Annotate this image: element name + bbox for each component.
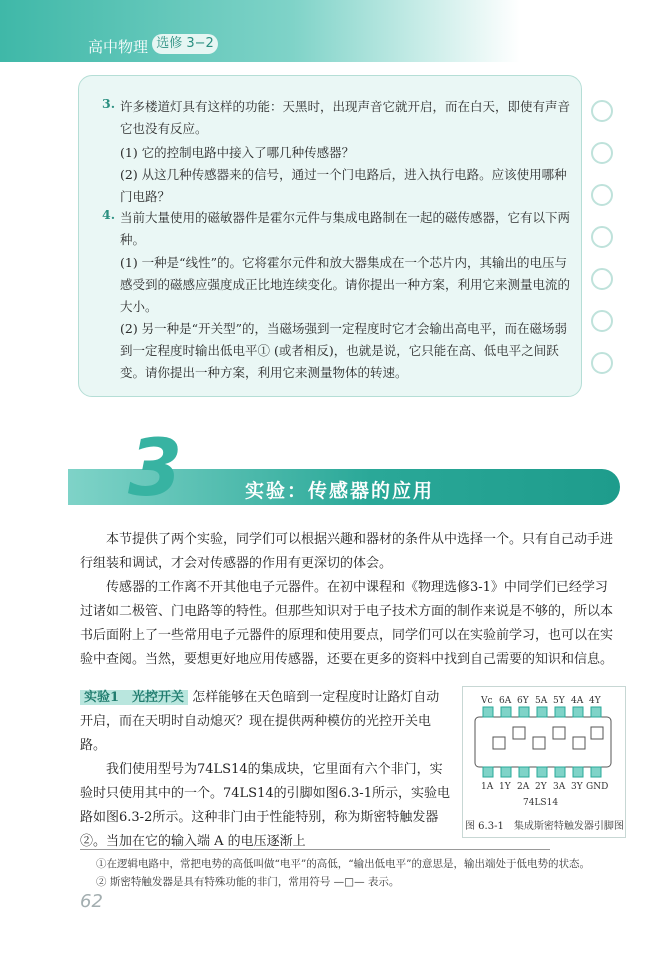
ring-icon: [591, 142, 613, 164]
pin-bottom: [519, 767, 529, 777]
pin-label-top: 4Y: [589, 696, 601, 706]
gate-icon: [573, 737, 585, 749]
gate-icon: [591, 727, 603, 739]
pin-bottom: [483, 767, 493, 777]
gate-icon: [493, 737, 505, 749]
intro-paragraph: 本节提供了两个实验，同学们可以根据兴趣和器材的条件从中选择一个。只有自己动手进行组装和调试，才会对传感器的作用有更深切的体会。: [80, 532, 614, 571]
figure-box: [462, 686, 626, 838]
question-3-part-1: (1) 它的控制电路中接入了哪几种传感器？: [120, 145, 355, 160]
pin-label-top: 6A: [499, 696, 512, 706]
pin-label-bottom: 2Y: [535, 782, 547, 792]
question-3-text: 许多楼道灯具有这样的功能：天黑时，出现声音它就开启，而在白天，即使有声音它也没有反应。: [120, 99, 571, 136]
pin-label-bottom: 3A: [553, 782, 566, 792]
pin-label-bottom: GND: [586, 782, 609, 792]
pin-top: [501, 707, 511, 717]
experiment-paragraph-2: 我们使用型号为74LS14的集成块，它里面有六个非门，实验时只使用其中的一个。74LS14的引脚如图6.3-1所示，实验电路如图6.3-2所示。这种非门由于性能特别，称为斯密特触发器②。当加在它的输入端 A 的电压逐渐上: [80, 762, 450, 849]
page-number: 62: [80, 891, 103, 912]
gate-icon: [513, 727, 525, 739]
pin-top: [483, 707, 493, 717]
gate-icon: [533, 737, 545, 749]
ring-icon: [591, 310, 613, 332]
ring-icon: [591, 100, 613, 122]
footnote-divider: [80, 849, 550, 850]
question-4-part-1: (1) 一种是“线性”的。它将霍尔元件和放大器集成在一个芯片内，其输出的电压与感受到的磁感应强度成正比地连续变化。请你提出一种方案，利用它来测量电流的大小。: [120, 255, 571, 314]
intro-paragraph-2: 传感器的工作离不开其他电子元器件。在初中课程和《物理选修3-1》中同学们已经学习过诸如二极管、门电路等的特性。但那些知识对于电子技术方面的制作来说是不够的，所以本书后面附上了一些常用电子元器件的原理和使用要点，同学们可以在实验前学习，也可以在实验中查阅。当然，要想更好地应用传感器，还要在更多的资料中找到自己需要的知识和信息。: [80, 580, 614, 667]
pin-bottom-group: [483, 767, 601, 777]
pin-top-group: [483, 707, 601, 717]
pin-bottom: [501, 767, 511, 777]
binder-rings: [588, 100, 616, 390]
gate-icon: [553, 727, 565, 739]
question-4-number: 4.: [102, 207, 116, 222]
pin-bottom: [591, 767, 601, 777]
pin-label-top: 6Y: [517, 696, 529, 706]
page-header: [0, 0, 650, 62]
question-3-part-2: (2) 从这几种传感器来的信号，通过一个门电路后，进入执行电路。应该使用哪种门电路？: [120, 167, 567, 204]
pin-label-bottom: 2A: [517, 782, 530, 792]
pin-top: [555, 707, 565, 717]
section-number: 3: [128, 424, 183, 514]
ring-icon: [591, 352, 613, 374]
footnote-1: ①在逻辑电路中，常把电势的高低叫做“电平”的高低，“输出低电平”的意思是，输出端处于低电势的状态。: [96, 858, 590, 870]
pin-label-top: Vc: [481, 696, 493, 706]
pin-bottom: [555, 767, 565, 777]
chip-label: 74LS14: [523, 798, 559, 808]
ring-icon: [591, 184, 613, 206]
volume-badge: 选修 3−2: [152, 34, 218, 54]
ring-icon: [591, 268, 613, 290]
section-title: 实验：传感器的应用: [245, 480, 435, 502]
footnote-2: ② 斯密特触发器是具有特殊功能的非门，常用符号 —□— 表示。: [96, 876, 400, 888]
pin-label-top: 5A: [535, 696, 548, 706]
experiment-intro: 怎样能够在天色暗到一定程度时让路灯自动开启，而在天明时自动熄灭？现在提供两种模仿的光控开关电路。: [80, 690, 440, 753]
pin-top: [591, 707, 601, 717]
pin-label-bottom: 1A: [481, 782, 494, 792]
ring-icon: [591, 226, 613, 248]
experiment-paragraph: [80, 686, 450, 758]
pin-bottom: [573, 767, 583, 777]
chip-diagram: [463, 687, 623, 817]
question-3-number: 3.: [102, 96, 116, 111]
book-title: 高中物理: [88, 38, 149, 56]
pin-label-top: 4A: [571, 696, 584, 706]
pin-top: [573, 707, 583, 717]
pin-top: [519, 707, 529, 717]
figure-caption: 图 6.3-1 集成斯密特触发器引脚图: [465, 821, 624, 832]
pin-label-bottom: 1Y: [499, 782, 511, 792]
experiment-label: 实验1 光控开关: [80, 690, 188, 705]
question-4-part-2: (2) 另一种是“开关型”的，当磁场强到一定程度时它才会输出高电平，而在磁场弱到一定程度时输出低电平① (或者相反)，也就是说，它只能在高、低电平之间跃变。请你提出一种方案，利用它来测量物体的转速。: [120, 321, 567, 380]
pin-top: [537, 707, 547, 717]
pin-label-top: 5Y: [553, 696, 565, 706]
question-4-text: 当前大量使用的磁敏器件是霍尔元件与集成电路制在一起的磁传感器，它有以下两种。: [120, 210, 571, 247]
pin-bottom: [537, 767, 547, 777]
pin-label-bottom: 3Y: [571, 782, 583, 792]
